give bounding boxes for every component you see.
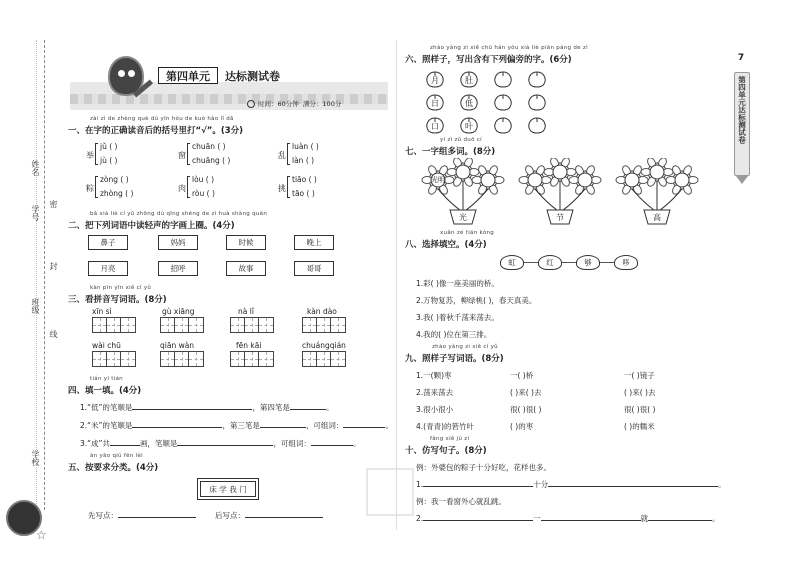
side-dot-line <box>36 40 37 510</box>
page-number: 7 <box>737 53 745 63</box>
page-subtitle: 达标测试卷 <box>225 70 280 83</box>
q9-answer[interactable]: ( )来( )去 <box>624 388 656 397</box>
right-tab-label: 第四单元达标测试卷 <box>737 76 747 144</box>
q7-pot-char: 节 <box>556 213 564 222</box>
q4-text: 3.“成”共 <box>80 439 110 448</box>
q8-line[interactable]: 1.彩( )像一座美丽的桥。 <box>416 279 499 288</box>
side-name-label: 姓名 <box>31 160 40 176</box>
q5-blank[interactable] <box>245 517 323 518</box>
q1-option[interactable]: chuān ( ) <box>192 142 226 151</box>
q8-line[interactable]: 4.我的( )位在第三排。 <box>416 330 492 339</box>
q9-pinyin: zhào yàng zi xiě cí yǔ <box>432 344 498 350</box>
q4-text: 画，笔顺是 <box>139 439 178 448</box>
q10-num: 2. <box>416 514 424 523</box>
q1-option[interactable]: jǔ ( ) <box>100 142 118 151</box>
q4-title: 四、填一填。(4分) <box>68 386 142 396</box>
q9-answer[interactable]: ( )来( )去 <box>510 388 542 397</box>
binding-strip <box>0 0 60 565</box>
q6-answer-peach[interactable] <box>458 116 480 136</box>
q2-word[interactable]: 故事 <box>226 261 266 276</box>
time-label: 时间： <box>258 100 278 108</box>
page-title-box: 第四单元 <box>158 67 218 84</box>
q4-pinyin: tián yi tián <box>90 376 123 382</box>
q1-title: 一、在字的正确读音后的括号里打“√”。(3分) <box>68 126 244 136</box>
q4-blank[interactable] <box>177 445 273 446</box>
q10-blank[interactable] <box>423 486 533 487</box>
q6-answer-peach[interactable] <box>492 93 514 113</box>
q1-option[interactable]: jù ( ) <box>100 156 118 165</box>
q8-option-heart[interactable]: 红 <box>538 255 562 270</box>
q4-blank[interactable] <box>110 445 140 446</box>
q5-first-label: 先写点： <box>88 511 118 520</box>
q1-option[interactable]: ròu ( ) <box>192 189 215 198</box>
q4-line-3: 3.“成”共 画，笔顺是 ，可组词： 。 <box>80 439 361 448</box>
q3-item-pinyin: wài chū <box>92 341 121 350</box>
q6-answer-peach[interactable] <box>458 93 480 113</box>
side-dashed-line <box>44 40 45 510</box>
q5-pinyin: àn yāo qiú fēn lèi <box>90 453 143 459</box>
q6-root-peach <box>424 93 446 113</box>
q4-text: ，第四笔是 <box>252 403 290 412</box>
q6-root-char: 口 <box>431 122 439 131</box>
q10-example-1: 例：外婆包的粽子十分好吃，花样也多。 <box>416 463 551 472</box>
side-number-label: 学号 <box>31 205 40 221</box>
q4-blank[interactable] <box>311 445 353 446</box>
q4-blank[interactable] <box>343 427 385 428</box>
side-xian: 线 <box>49 330 58 338</box>
side-school-label: 学校 <box>31 450 40 466</box>
q7-flower-example: 光明 <box>431 176 445 184</box>
q4-blank[interactable] <box>132 427 222 428</box>
q10-text: 就 <box>640 514 649 523</box>
q5-blank[interactable] <box>118 517 196 518</box>
q4-blank[interactable] <box>260 427 306 428</box>
q2-word[interactable]: 晚上 <box>294 235 334 250</box>
q6-answer-peach[interactable] <box>526 116 548 136</box>
q7-pot-char: 高 <box>653 213 661 222</box>
q3-title: 三、看拼音写词语。(8分) <box>68 295 167 305</box>
q6-answer-peach[interactable] <box>526 93 548 113</box>
q9-example: 2.荡来荡去 <box>416 388 454 397</box>
q7-pinyin: yí zì zǔ duō cí <box>440 137 482 143</box>
q4-text: 2.“米”的笔顺是 <box>80 421 133 430</box>
q9-example: 3.很小很小 <box>416 405 454 414</box>
q2-word[interactable]: 鼻子 <box>88 235 128 250</box>
q4-line-1: 1.“低”的笔顺是 ，第四笔是 。 <box>80 403 334 412</box>
q10-text: 一 <box>533 514 541 523</box>
score-label: 满分： <box>302 100 323 108</box>
side-feng: 封 <box>49 262 58 270</box>
q9-answer[interactable]: 很( )很( ) <box>510 405 542 414</box>
q4-text: ，可组词： <box>273 439 311 448</box>
q7-flower <box>517 158 603 226</box>
q7-flower-area <box>420 158 720 228</box>
q3-item-pinyin: fēn kāi <box>236 341 262 350</box>
q10-text: 十分 <box>533 480 549 489</box>
q3-pinyin: kàn pīn yīn xiě cí yǔ <box>90 285 152 291</box>
q2-title: 二、把下列词语中读轻声的字画上圈。(4分) <box>68 221 235 231</box>
q10-blank[interactable] <box>423 520 533 521</box>
q1-char: 粽 <box>86 184 94 193</box>
q6-answer-peach[interactable] <box>492 70 514 90</box>
q3-writing-grid[interactable] <box>92 351 136 367</box>
q1-char: 乱 <box>278 151 286 160</box>
q6-peach-grid <box>424 70 574 140</box>
q4-text: 1.“低”的笔顺是 <box>80 403 133 412</box>
score-value: 100分 <box>322 100 342 108</box>
q2-word[interactable]: 招呼 <box>158 261 198 276</box>
q6-root-char: 月 <box>431 76 439 85</box>
q5-later-row <box>215 510 323 521</box>
q4-text: ，第三笔是 <box>222 421 260 430</box>
q3-writing-grid[interactable] <box>160 351 204 367</box>
q1-option[interactable]: zòng ( ) <box>100 175 129 184</box>
q3-writing-grid[interactable] <box>230 351 274 367</box>
q10-num: 1. <box>416 480 424 489</box>
q1-option[interactable]: luàn ( ) <box>292 142 319 151</box>
q4-blank[interactable] <box>132 409 252 410</box>
q9-answer[interactable]: 一( )桥 <box>510 371 534 380</box>
right-tab <box>734 72 750 176</box>
side-class-label: 班级 <box>31 298 40 314</box>
q3-item-pinyin: xīn sì <box>92 307 112 316</box>
q7-flower <box>614 158 700 226</box>
q9-example: 1.一(颗)枣 <box>416 371 452 380</box>
q1-options <box>86 142 386 202</box>
q6-example-char: 肚 <box>465 76 473 85</box>
q3-writing-grid[interactable] <box>302 317 346 333</box>
q9-answer[interactable]: ( )的糯米 <box>624 422 655 431</box>
q10-blank[interactable] <box>648 520 712 521</box>
q7-title: 七、一字组多词。(8分) <box>405 147 496 157</box>
q6-answer-peach[interactable] <box>492 116 514 136</box>
time-value: 60分钟 <box>277 100 299 108</box>
q10-row-2: 2. 一 就 。 <box>416 514 720 523</box>
q5-later-label: 后写点： <box>215 511 245 520</box>
q3-item-pinyin: kàn dào <box>307 307 337 316</box>
time-info <box>258 99 341 108</box>
q7-flower <box>420 158 506 226</box>
watermark-stamp <box>366 468 414 516</box>
q1-option[interactable]: làn ( ) <box>292 156 315 165</box>
q6-example-char: 叶 <box>465 122 473 131</box>
star-icon: ☆ <box>36 528 47 542</box>
q10-blank[interactable] <box>541 520 641 521</box>
q3-writing-grid[interactable] <box>302 351 346 367</box>
q9-example: 4.(青青)的箬竹叶 <box>416 422 475 431</box>
q1-option[interactable]: zhòng ( ) <box>100 189 134 198</box>
q1-option[interactable]: tāo ( ) <box>292 189 315 198</box>
q6-root-peach <box>424 70 446 90</box>
q1-pinyin: zài zì de zhèng què dú yīn hòu de kuò hào lǐ dǎ <box>90 116 234 122</box>
q1-char: 窗 <box>178 151 186 160</box>
q4-text: ，可组词： <box>305 421 344 430</box>
q5-title: 五、按要求分类。(4分) <box>68 463 159 473</box>
q2-word[interactable]: 妈妈 <box>158 235 198 250</box>
q1-char: 举 <box>86 151 94 160</box>
q5-first-row <box>88 510 196 521</box>
q9-answer[interactable]: 一( )镜子 <box>624 371 655 380</box>
q6-answer-peach[interactable] <box>458 70 480 90</box>
q8-option-heart[interactable]: 哆 <box>614 255 638 270</box>
q10-title: 十、仿写句子。(8分) <box>405 446 487 456</box>
q2-word[interactable]: 哥哥 <box>294 261 334 276</box>
center-divider <box>396 40 397 530</box>
q9-answer[interactable]: 很( )很( ) <box>624 405 656 414</box>
q8-title: 八、选择填空。(4分) <box>405 240 487 250</box>
q6-example-char: 低 <box>465 99 473 108</box>
q10-blank[interactable] <box>548 486 718 487</box>
q3-item-pinyin: gù xiāng <box>162 307 195 316</box>
q8-line[interactable]: 3.我( )着秋千荡来荡去。 <box>416 313 499 322</box>
q10-row-1: 1. 十分 。 <box>416 480 726 489</box>
q9-answer[interactable]: ( )的枣 <box>510 422 534 431</box>
q10-example-2: 例：我一看窗外心就乱跳。 <box>416 497 506 506</box>
q8-pinyin: xuǎn zé tián kòng <box>440 230 495 236</box>
q3-item-pinyin: chuángqián <box>302 341 346 350</box>
q10-pinyin: fǎng xiě jù zi <box>430 436 470 442</box>
q5-char-box: 床 学 我 门 <box>200 481 256 497</box>
q4-line-2: 2.“米”的笔顺是 ，第三笔是 ，可组词： 。 <box>80 421 393 430</box>
q2-pinyin: bǎ xià liè cí yǔ zhōng dú qīng shēng de zì huà shàng quān <box>90 211 268 217</box>
q3-writing-grid[interactable] <box>230 317 274 333</box>
q3-writing-grid[interactable] <box>92 317 136 333</box>
q1-option[interactable]: chuāng ( ) <box>192 156 231 165</box>
q1-option[interactable]: lòu ( ) <box>192 175 215 184</box>
q8-line[interactable]: 2.万物复苏，柳绿桃( )，春天真美。 <box>416 296 537 305</box>
q6-root-peach <box>424 116 446 136</box>
right-tab-tip <box>736 176 748 184</box>
q9-title: 九、照样子写词语。(8分) <box>405 354 504 364</box>
q4-blank[interactable] <box>290 409 326 410</box>
clock-icon <box>247 100 255 108</box>
q2-word[interactable]: 时候 <box>226 235 266 250</box>
q6-title: 六、照样子，写出含有下列偏旁的字。(6分) <box>405 55 572 65</box>
q6-root-char: 日 <box>431 99 439 108</box>
q8-option-heart[interactable]: 虹 <box>500 255 524 270</box>
q1-char: 挑 <box>278 184 286 193</box>
q6-pinyin: zhào yàng zi xiě chū hán yǒu xià liè piān páng de zì <box>430 45 588 51</box>
q6-answer-peach[interactable] <box>526 70 548 90</box>
q3-item-pinyin: qiān wàn <box>160 341 195 350</box>
q3-item-pinyin: nà lǐ <box>238 307 254 316</box>
q8-option-heart[interactable]: 够 <box>576 255 600 270</box>
side-mi: 密 <box>49 200 58 208</box>
q2-word[interactable]: 月亮 <box>88 261 128 276</box>
q1-char: 肉 <box>178 184 186 193</box>
q7-pot-char: 光 <box>459 213 467 222</box>
q1-option[interactable]: tiāo ( ) <box>292 175 317 184</box>
q3-writing-grid[interactable] <box>160 317 204 333</box>
